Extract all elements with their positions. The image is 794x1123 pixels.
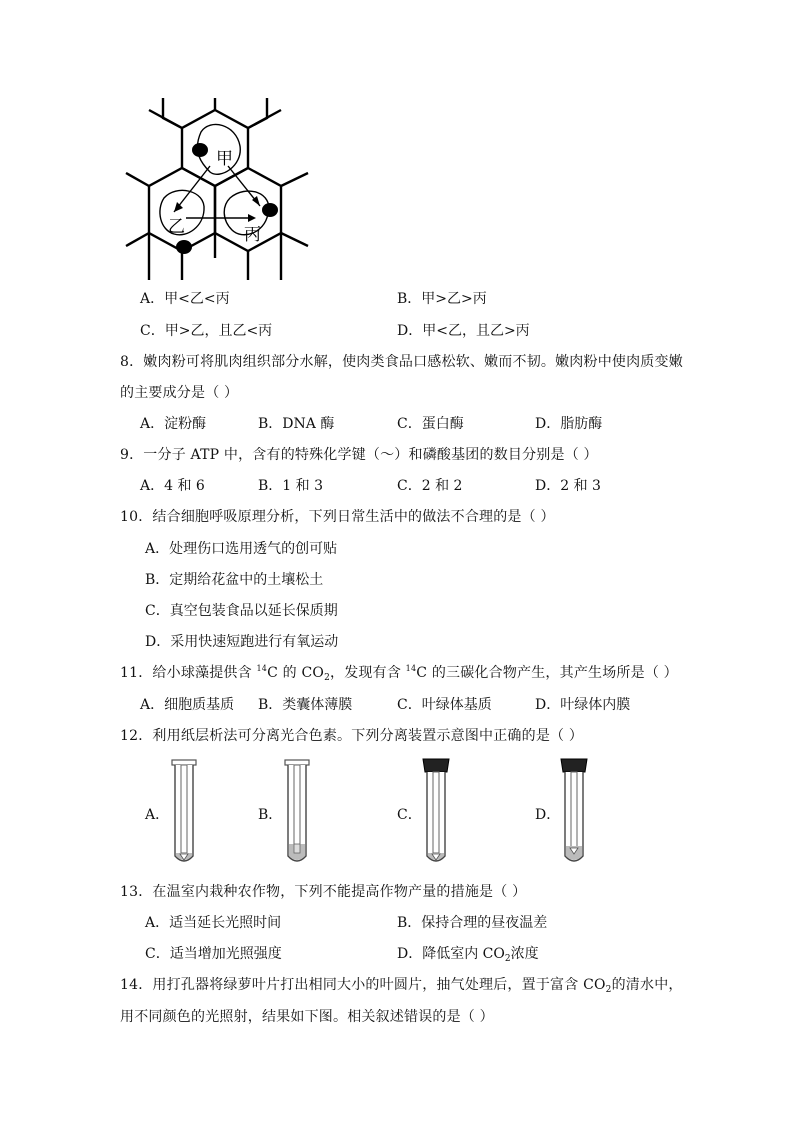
nucleus-top xyxy=(192,143,208,157)
q8-option-c: C．蛋白酶 xyxy=(397,416,464,432)
q11-option-b: B．类囊体薄膜 xyxy=(258,697,353,713)
q11-option-c: C．叶绿体基质 xyxy=(397,697,492,713)
q10-option-a: A．处理伤口选用透气的创可贴 xyxy=(145,541,338,557)
q13-option-b: B．保持合理的昼夜温差 xyxy=(397,915,548,931)
q9-option-b: B．1 和 3 xyxy=(258,478,324,494)
label-bing: 丙 xyxy=(244,225,261,245)
q13-option-d: D．降低室内 $CO_2$浓度 xyxy=(397,946,539,964)
q12-option-b-label: B． xyxy=(258,807,283,823)
tube-a-illustration xyxy=(166,758,202,868)
nucleus-right xyxy=(262,203,278,217)
q14-stem-line1: 14．用打孔器将绿萝叶片打出相同大小的叶圆片，抽气处理后，置于富含 $CO_2$的清水中， xyxy=(120,977,683,995)
q12-option-c-label: C． xyxy=(397,807,422,823)
q12-stem: 12．利用纸层析法可分离光合色素。下列分离装置示意图中正确的是（ ） xyxy=(120,728,584,744)
cell-diagram xyxy=(118,98,313,280)
q9-option-c: C．2 和 2 xyxy=(397,478,463,494)
q8-stem-line1: 8．嫩肉粉可将肌肉组织部分水解，使肉类食品口感松软、嫩而不韧。嫩肉粉中使肉质变嫩 xyxy=(120,354,683,370)
nucleus-left xyxy=(176,240,192,254)
tube-b-illustration xyxy=(279,758,315,868)
cell-hexagon-left xyxy=(149,168,215,251)
q11-option-a: A．细胞质基质 xyxy=(140,697,235,713)
tube-c-illustration xyxy=(418,758,454,868)
q7-option-d: D．甲<乙，且乙>丙 xyxy=(397,323,530,339)
q7-option-a: A．甲<乙<丙 xyxy=(140,291,230,307)
q8-option-b: B．DNA 酶 xyxy=(258,416,335,432)
q10-option-b: B．定期给花盆中的土壤松土 xyxy=(145,572,324,588)
q10-option-d: D．采用快速短跑进行有氧运动 xyxy=(145,634,339,650)
q9-option-a: A．4 和 6 xyxy=(140,478,205,494)
q14-stem-line2: 用不同颜色的光照射，结果如下图。相关叙述错误的是（ ） xyxy=(120,1009,494,1025)
q11-option-d: D．叶绿体内膜 xyxy=(535,697,631,713)
q9-stem: 9．一分子 ATP 中，含有的特殊化学键（～）和磷酸基团的数目分别是（ ） xyxy=(120,447,598,463)
q8-option-d: D．脂肪酶 xyxy=(535,416,603,432)
q8-option-a: A．淀粉酶 xyxy=(140,416,207,432)
q13-option-c: C．适当增加光照强度 xyxy=(145,946,282,962)
q7-option-c: C．甲>乙，且乙<丙 xyxy=(140,323,273,339)
label-yi: 乙 xyxy=(168,217,185,237)
q13-stem: 13．在温室内栽种农作物，下列不能提高作物产量的措施是（ ） xyxy=(120,884,527,900)
q10-stem: 10．结合细胞呼吸原理分析，下列日常生活中的做法不合理的是（ ） xyxy=(120,509,555,525)
q12-option-a-label: A． xyxy=(145,807,170,823)
q7-option-b: B．甲>乙>丙 xyxy=(397,291,487,307)
label-jia: 甲 xyxy=(216,149,233,169)
q12-option-d-label: D． xyxy=(535,807,561,823)
q13-option-a: A．适当延长光照时间 xyxy=(145,915,282,931)
q9-option-d: D．2 和 3 xyxy=(535,478,601,494)
q10-option-c: C．真空包装食品以延长保质期 xyxy=(145,603,338,619)
tube-d-illustration xyxy=(556,758,592,868)
q8-stem-line2: 的主要成分是（ ） xyxy=(120,385,239,401)
q11-stem: 11．给小球藻提供含 $^{14}$C 的 $CO_2$，发现有含 $^{14}$C 的三碳化合物产生，其产生场所是（ ） xyxy=(120,664,678,683)
